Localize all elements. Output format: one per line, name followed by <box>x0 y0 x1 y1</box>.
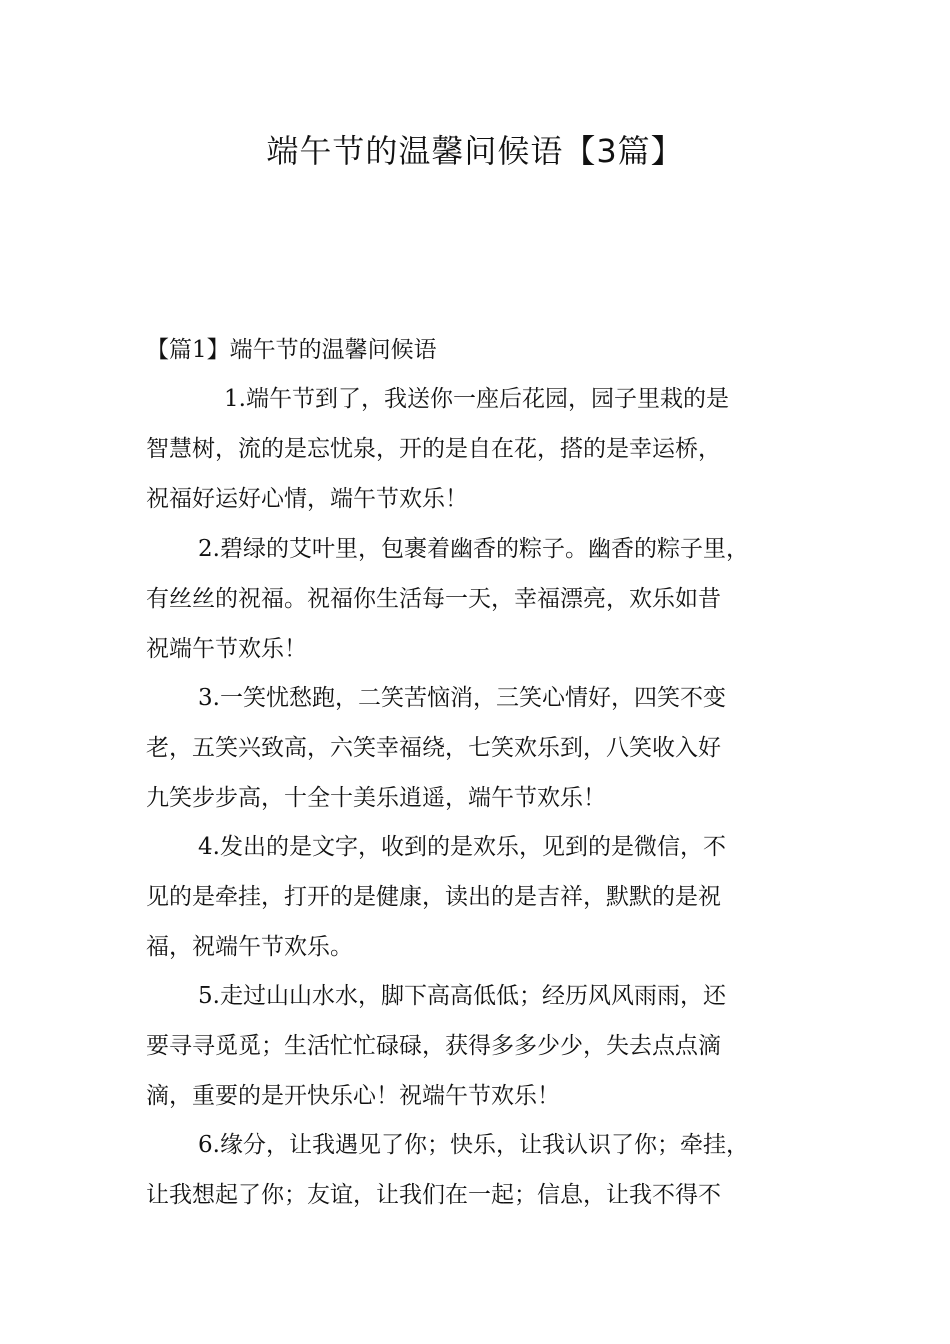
greeting-item-1 <box>146 374 836 524</box>
paragraph-line: 4.发出的是文字，收到的是欢乐，见到的是微信，不 <box>198 834 726 860</box>
greeting-item-6 <box>146 1120 836 1220</box>
paragraph-line: 老，五笑兴致高，六笑幸福绕，七笑欢乐到，八笑收入好 <box>146 735 721 761</box>
document-title: 端午节的温馨问候语【3篇】 <box>266 132 684 170</box>
greeting-item-4 <box>146 822 836 972</box>
paragraph-line: 让我想起了你；友谊，让我们在一起；信息，让我不得不 <box>146 1182 721 1208</box>
paragraph-line: 1.端午节到了，我送你一座后花园，园子里栽的是 <box>224 386 729 412</box>
paragraph-line: 3.一笑忧愁跑，二笑苦恼消，三笑心情好，四笑不变 <box>198 685 726 711</box>
greeting-item-3 <box>146 673 836 823</box>
paragraph-line: 5.走过山山水水，脚下高高低低；经历风风雨雨，还 <box>198 983 726 1009</box>
section-heading: 【篇1】端午节的温馨问候语 <box>146 337 437 363</box>
greeting-item-5 <box>146 971 836 1121</box>
paragraph-line: 九笑步步高，十全十美乐逍遥，端午节欢乐！ <box>146 785 606 811</box>
paragraph-line: 祝端午节欢乐！ <box>146 636 307 662</box>
paragraph-line: 有丝丝的祝福。祝福你生活每一天，幸福漂亮，欢乐如昔 <box>146 586 721 612</box>
paragraph-line: 福，祝端午节欢乐。 <box>146 934 353 960</box>
paragraph-line: 2.碧绿的艾叶里，包裹着幽香的粽子。幽香的粽子里， <box>198 536 749 562</box>
paragraph-line: 智慧树，流的是忘忧泉，开的是自在花，搭的是幸运桥， <box>146 436 721 462</box>
paragraph-line: 见的是牵挂，打开的是健康，读出的是吉祥，默默的是祝 <box>146 884 721 910</box>
paragraph-line: 6.缘分，让我遇见了你；快乐，让我认识了你；牵挂， <box>198 1132 749 1158</box>
paragraph-line: 祝福好运好心情，端午节欢乐！ <box>146 486 468 512</box>
greeting-item-2 <box>146 524 836 674</box>
paragraph-line: 滴，重要的是开快乐心！祝端午节欢乐！ <box>146 1083 560 1109</box>
paragraph-line: 要寻寻觅觅；生活忙忙碌碌，获得多多少少，失去点点滴 <box>146 1033 721 1059</box>
